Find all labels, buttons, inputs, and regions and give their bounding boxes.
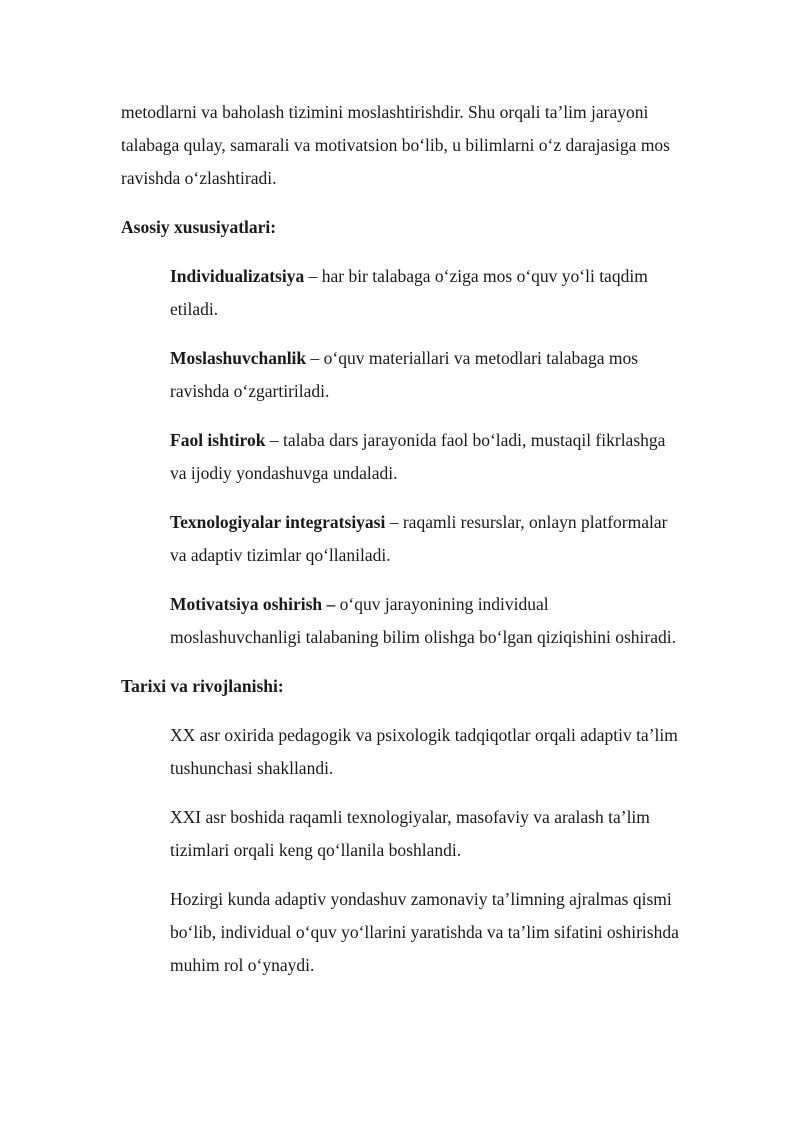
- history-item: XX asr oxirida pedagogik va psixologik tadqiqotlar orqali adaptiv ta’lim tushunchasi shakllandi.: [170, 725, 678, 778]
- feature-text: o‘quv jarayonining individual moslashuvchanligi talabaning bilim olishga bo‘lgan qiziqishini oshiradi.: [170, 594, 676, 647]
- feature-term: Texnologiyalar integratsiyasi: [170, 512, 386, 532]
- features-heading: Asosiy xususiyatlari:: [121, 217, 277, 237]
- history-heading: Tarixi va rivojlanishi:: [121, 676, 284, 696]
- feature-item-motivation: [121, 588, 681, 654]
- feature-text: – raqamli resurslar, onlayn platformalar va adaptiv tizimlar qo‘llaniladi.: [170, 512, 668, 565]
- feature-item-active-participation: [121, 424, 681, 490]
- intro-paragraph: metodlarni va baholash tizimini moslashtirishdir. Shu orqali ta’lim jarayoni talabaga qulay, samarali va motivatsion bo‘lib, u bilimlarni o‘z darajasiga mos ravishda o‘zlashtiradi.: [121, 102, 670, 188]
- document-body: [121, 96, 681, 998]
- feature-item-individualization: [121, 260, 681, 326]
- feature-term: Individualizatsiya: [170, 266, 305, 286]
- feature-item-flexibility: [121, 342, 681, 408]
- feature-term: Faol ishtirok: [170, 430, 266, 450]
- feature-text: – o‘quv materiallari va metodlari talabaga mos ravishda o‘zgartiriladi.: [170, 348, 639, 401]
- feature-text: – talaba dars jarayonida faol bo‘ladi, mustaqil fikrlashga va ijodiy yondashuvga undaladi.: [170, 430, 666, 483]
- history-item: XXI asr boshida raqamli texnologiyalar, masofaviy va aralash ta’lim tizimlari orqali keng qo‘llanila boshlandi.: [170, 807, 650, 860]
- feature-term: Motivatsiya oshirish –: [170, 594, 336, 614]
- feature-item-technology-integration: [121, 506, 681, 572]
- history-item: Hozirgi kunda adaptiv yondashuv zamonaviy ta’limning ajralmas qismi bo‘lib, individual o‘quv yo‘llarini yaratishda va ta’lim sifatini oshirishda muhim rol o‘ynaydi.: [170, 889, 679, 975]
- feature-term: Moslashuvchanlik: [170, 348, 307, 368]
- feature-text: – har bir talabaga o‘ziga mos o‘quv yo‘li taqdim etiladi.: [170, 266, 648, 319]
